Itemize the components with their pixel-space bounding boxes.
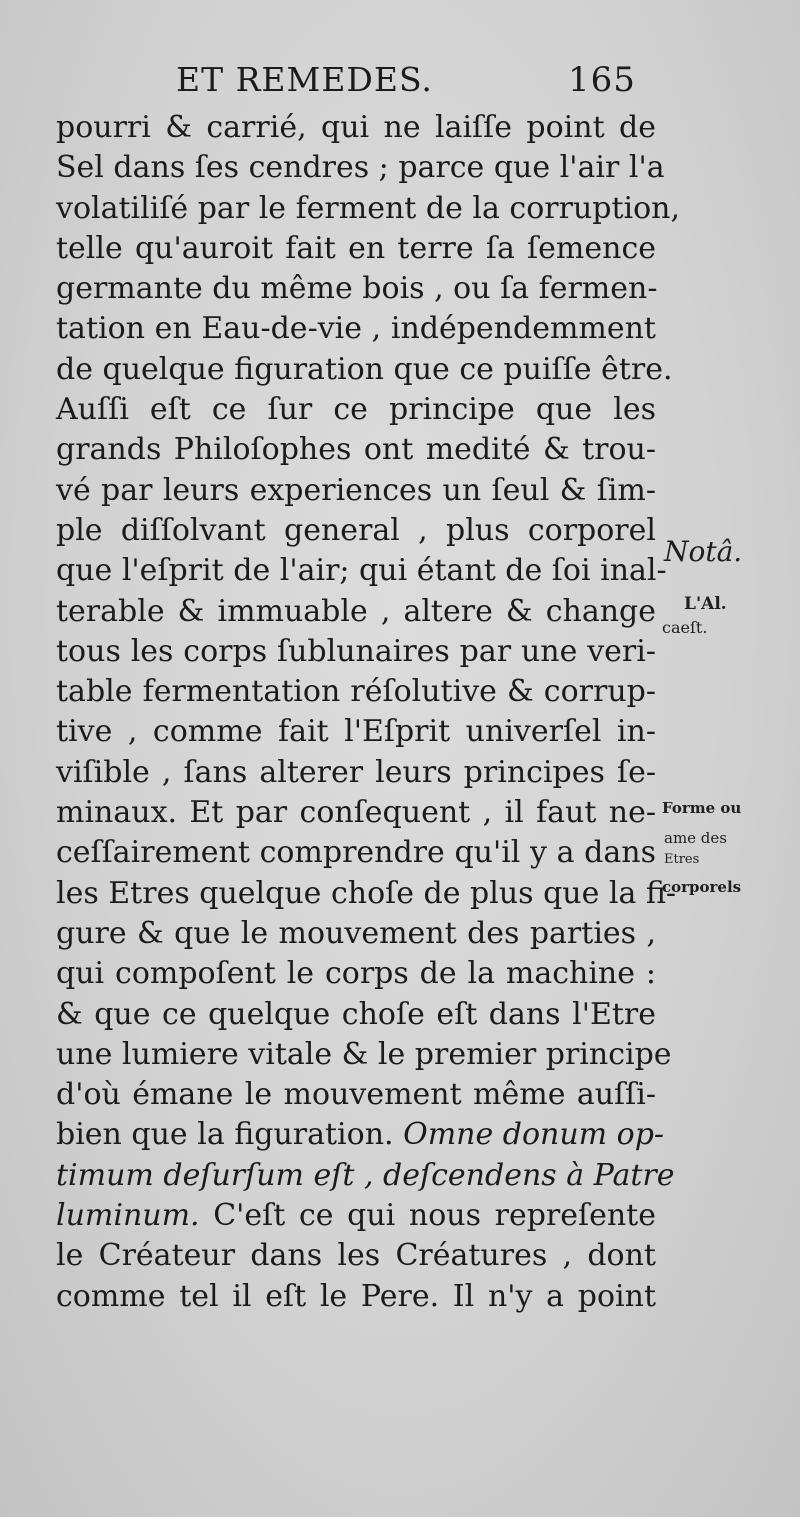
text-line: comme tel il eſt le Pere. Il n'y a point	[56, 1278, 656, 1314]
margin-note-forme: Forme ou	[662, 799, 742, 817]
text-line: terable & immuable , altere & change	[56, 593, 656, 629]
margin-note-al-cont: caeſt.	[662, 618, 708, 637]
text-line: tive , comme fait l'Eſprit univerſel in-	[56, 714, 656, 750]
text-line: d'où émane le mouvement même auſſi-	[56, 1077, 656, 1113]
text-span: bien que la figuration.	[56, 1117, 394, 1153]
text-line: vé par leurs experiences un ſeul & ſim-	[56, 472, 656, 508]
text-line: ceſſairement comprendre qu'il y a dans	[56, 835, 656, 871]
latin-quote-span: luminum.	[56, 1198, 200, 1234]
text-line: qui compoſent le corps de la machine :	[56, 956, 656, 992]
text-line: germante du même bois , ou ſa fermen-	[56, 271, 658, 307]
text-line: que l'eſprit de l'air; qui étant de ſoi inal-	[56, 553, 667, 589]
text-line: minaux. Et par conſequent , il faut ne-	[56, 795, 656, 831]
text-line: grands Philoſophes ont medité & trou-	[56, 432, 656, 468]
text-line: ple diſſolvant general , plus corporel	[56, 512, 656, 548]
text-line: table fermentation réſolutive & corrup-	[56, 674, 656, 710]
text-line: de quelque figuration que ce puiſſe être.	[56, 351, 673, 387]
text-line: volatiliſé par le ferment de la corruption,	[56, 190, 681, 226]
text-line: Auſſi eſt ce ſur ce principe que les	[56, 392, 656, 428]
text-line: gure & que le mouvement des parties ,	[56, 915, 656, 951]
text-line: tation en Eau-de-vie , indépendemment	[56, 311, 656, 347]
text-line: viſible , ſans alterer leurs principes ſe-	[56, 754, 656, 790]
running-title: ET REMEDES.	[176, 60, 433, 99]
text-line: une lumiere vitale & le premier principe	[56, 1036, 672, 1072]
text-line: telle qu'auroit fait en terre ſa ſemence	[56, 230, 656, 266]
text-line: les Etres quelque choſe de plus que la fi-	[56, 875, 677, 911]
margin-note-nota: Notâ.	[664, 535, 743, 568]
text-span: C'eſt ce qui nous repreſente	[213, 1198, 656, 1234]
text-line: le Créateur dans les Créatures , dont	[56, 1238, 656, 1274]
latin-quote-span: Omne donum op-	[403, 1117, 665, 1153]
latin-quote-line: timum deſurſum eſt , deſcendens à Patre	[56, 1157, 675, 1193]
margin-note-forme-cont: Etres	[664, 852, 700, 867]
text-line: & que ce quelque choſe eſt dans l'Etre	[56, 996, 656, 1032]
margin-note-al: L'Al.	[684, 594, 727, 614]
text-line: Sel dans ſes cendres ; parce que l'air l'a	[56, 150, 665, 186]
margin-note-forme-cont: corporels	[662, 878, 742, 896]
page-number: 165	[568, 60, 636, 100]
text-line-mixed	[56, 1196, 656, 1236]
text-line-mixed	[56, 1115, 665, 1155]
margin-note-forme-cont: ame des	[664, 829, 727, 847]
body-text	[56, 108, 681, 1317]
text-line: tous les corps ſublunaires par une veri-	[56, 633, 656, 669]
text-line: pourri & carrié, qui ne laiſſe point de	[56, 110, 656, 145]
